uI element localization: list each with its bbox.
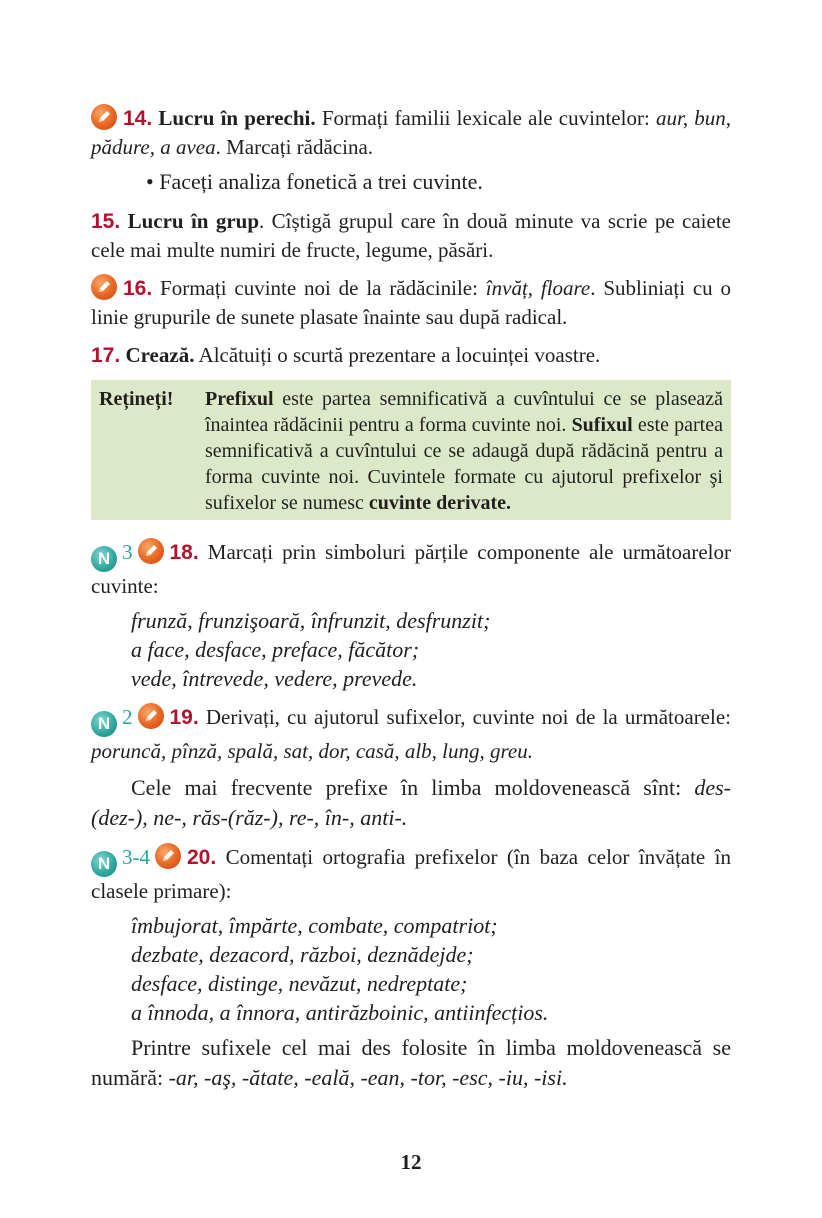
n-level-icon: N [91, 851, 117, 877]
suffix-term: Sufixul [571, 414, 633, 436]
derived-definition: Cuvintele formate cu ajutorul prefixelor şi sufixelor se numesc [205, 466, 723, 514]
page-number: 12 [400, 1150, 422, 1174]
rule-body [205, 386, 723, 516]
exercise-text: Marcați prin simboluri părțile componente ale următoarelor cuvinte: [91, 540, 731, 598]
exercise-text: Formați cuvinte noi de la rădăcinile: [152, 276, 486, 300]
pencil-icon [91, 274, 117, 300]
suffixes-text: Printre sufixele cel mai des folosite în limba moldovenească se numără: [91, 1035, 731, 1090]
exercise-lead: Crează. [125, 343, 195, 367]
exercise-20-words [91, 911, 731, 1027]
exercise-number: 17. [91, 344, 121, 367]
rule-label: Rețineți! [99, 388, 174, 410]
level-count: 3-4 [122, 845, 150, 869]
exercise-18 [91, 538, 731, 600]
exercise-20 [91, 843, 731, 905]
word-line: dezbate, dezacord, război, deznădejde; [131, 942, 474, 967]
exercise-text: Derivați, cu ajutorul sufixelor, cuvinte noi de la următoarele: [198, 705, 731, 729]
n-level-icon: N [91, 711, 117, 737]
exercise-18-words [91, 606, 731, 693]
word-line: frunză, frunzişoară, înfrunzit, desfrunzit; [131, 608, 491, 633]
page-content [91, 104, 731, 1093]
prefix-definition: este partea semnificativă a cuvîntului ce se plasează înaintea rădăcinii pentru a forma cuvinte noi. [205, 388, 723, 436]
exercise-14 [91, 104, 731, 161]
n-level-icon: N [91, 546, 117, 572]
prefixes-items: des- (dez-), ne-, răs-(răz-), re-, în-, anti-. [91, 775, 731, 830]
exercise-words: aur, bun, pădure, a avea [91, 106, 731, 159]
word-line: a face, desface, preface, făcător; [131, 637, 420, 662]
word-line: desface, distinge, nevăzut, nedreptate; [131, 971, 468, 996]
derived-term: cuvinte derivate. [368, 492, 512, 514]
pencil-icon [155, 843, 181, 869]
exercise-tail: . Marcați rădăcina. [215, 135, 374, 159]
exercise-tail: . Subliniați cu o linie grupurile de sunete plasate înainte sau după radical. [91, 276, 732, 329]
exercise-words: învăț, floare [485, 276, 591, 300]
level-count: 2 [122, 705, 133, 729]
exercise-15 [91, 207, 731, 264]
exercise-number: 19. [169, 706, 199, 729]
prefixes-text: Cele mai frecvente prefixe în limba moldovenească sînt: [131, 775, 695, 800]
exercise-text: Alcătuiți o scurtă prezentare a locuinței voastre. [194, 343, 601, 367]
prefixes-paragraph [91, 773, 731, 833]
prefix-term: Prefixul [205, 388, 274, 410]
exercise-number: 14. [123, 107, 153, 130]
exercise-text: Formați familii lexicale ale cuvintelor: [315, 106, 650, 130]
exercise-number: 15. [91, 210, 121, 233]
exercise-16 [91, 274, 731, 331]
exercise-words: poruncă, pînză, spală, sat, dor, casă, alb, lung, greu. [91, 739, 533, 763]
pencil-icon [138, 703, 164, 729]
word-line: a înnoda, a înnora, antirăzboinic, antiinfecțios. [131, 1000, 549, 1025]
word-line: îmbujorat, împărte, combate, compatriot; [131, 913, 498, 938]
suffix-definition: este partea semnificativă a cuvîntului ce se adaugă după rădăcină pentru a forma cuvinte noi. [205, 414, 723, 488]
suffixes-paragraph [91, 1033, 731, 1093]
exercise-number: 16. [123, 277, 153, 300]
suffixes-items: -ar, -aş, -ătate, -eală, -ean, -tor, -esc, -iu, -isi. [168, 1065, 568, 1090]
exercise-text: Comentați ortografia prefixelor (în baza celor învățate în clasele primare): [91, 845, 731, 903]
exercise-19 [91, 703, 731, 765]
word-line: vede, întrevede, vedere, prevede. [131, 666, 418, 691]
rule-box [91, 380, 731, 520]
pencil-icon [91, 104, 117, 130]
exercise-17 [91, 341, 731, 370]
pencil-icon [138, 538, 164, 564]
exercise-lead: Lucru în perechi. [158, 106, 316, 130]
exercise-lead: Lucru în grup [127, 209, 260, 233]
exercise-number: 18. [169, 541, 199, 564]
exercise-14-bullet: • Faceți analiza fonetică a trei cuvinte. [146, 169, 483, 194]
exercise-number: 20. [187, 846, 217, 869]
level-count: 3 [122, 540, 133, 564]
exercise-text: . Cîștigă grupul care în două minute va scrie pe caiete cele mai multe numiri de fructe, legume, păsări. [91, 209, 731, 262]
